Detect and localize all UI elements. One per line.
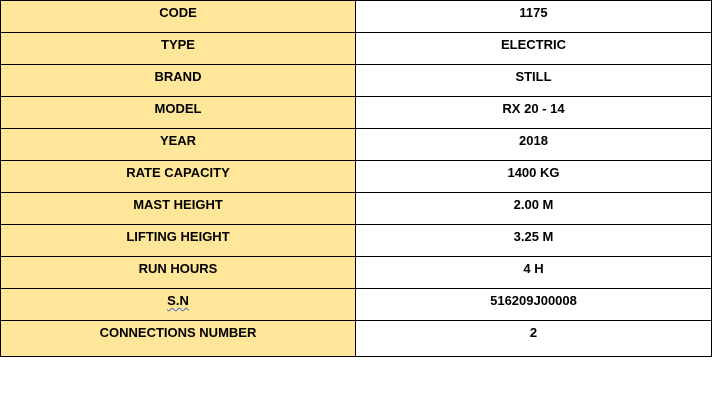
spec-value-rate-capacity: 1400 KG bbox=[356, 161, 712, 193]
spec-value-serial-number: 516209J00008 bbox=[356, 289, 712, 321]
spec-label-brand: BRAND bbox=[1, 65, 356, 97]
spec-value-code: 1175 bbox=[356, 1, 712, 33]
spec-row-connections-number bbox=[1, 321, 712, 357]
spec-label-code: CODE bbox=[1, 1, 356, 33]
spec-label-connections-number: CONNECTIONS NUMBER bbox=[1, 321, 356, 357]
spec-label-year: YEAR bbox=[1, 129, 356, 161]
spec-label-serial-number: S.N bbox=[167, 293, 189, 308]
spec-value-brand: STILL bbox=[356, 65, 712, 97]
spec-row-brand bbox=[1, 65, 712, 97]
spec-label-lifting-height: LIFTING HEIGHT bbox=[1, 225, 356, 257]
spec-value-model: RX 20 - 14 bbox=[356, 97, 712, 129]
spec-row-rate-capacity bbox=[1, 161, 712, 193]
spec-value-mast-height: 2.00 M bbox=[356, 193, 712, 225]
spec-row-type bbox=[1, 33, 712, 65]
spec-label-serial-number-cell bbox=[1, 289, 356, 321]
spec-label-mast-height: MAST HEIGHT bbox=[1, 193, 356, 225]
spec-value-lifting-height: 3.25 M bbox=[356, 225, 712, 257]
spec-value-connections-number: 2 bbox=[356, 321, 712, 357]
spec-row-serial-number bbox=[1, 289, 712, 321]
spec-value-year: 2018 bbox=[356, 129, 712, 161]
spec-label-type: TYPE bbox=[1, 33, 356, 65]
spec-label-model: MODEL bbox=[1, 97, 356, 129]
spec-value-type: ELECTRIC bbox=[356, 33, 712, 65]
spec-row-lifting-height bbox=[1, 225, 712, 257]
spec-row-year bbox=[1, 129, 712, 161]
spec-label-rate-capacity: RATE CAPACITY bbox=[1, 161, 356, 193]
spec-row-model bbox=[1, 97, 712, 129]
spec-row-mast-height bbox=[1, 193, 712, 225]
spec-value-run-hours: 4 H bbox=[356, 257, 712, 289]
spec-label-run-hours: RUN HOURS bbox=[1, 257, 356, 289]
spec-row-run-hours bbox=[1, 257, 712, 289]
spec-table-body bbox=[1, 1, 712, 357]
spec-row-code bbox=[1, 1, 712, 33]
